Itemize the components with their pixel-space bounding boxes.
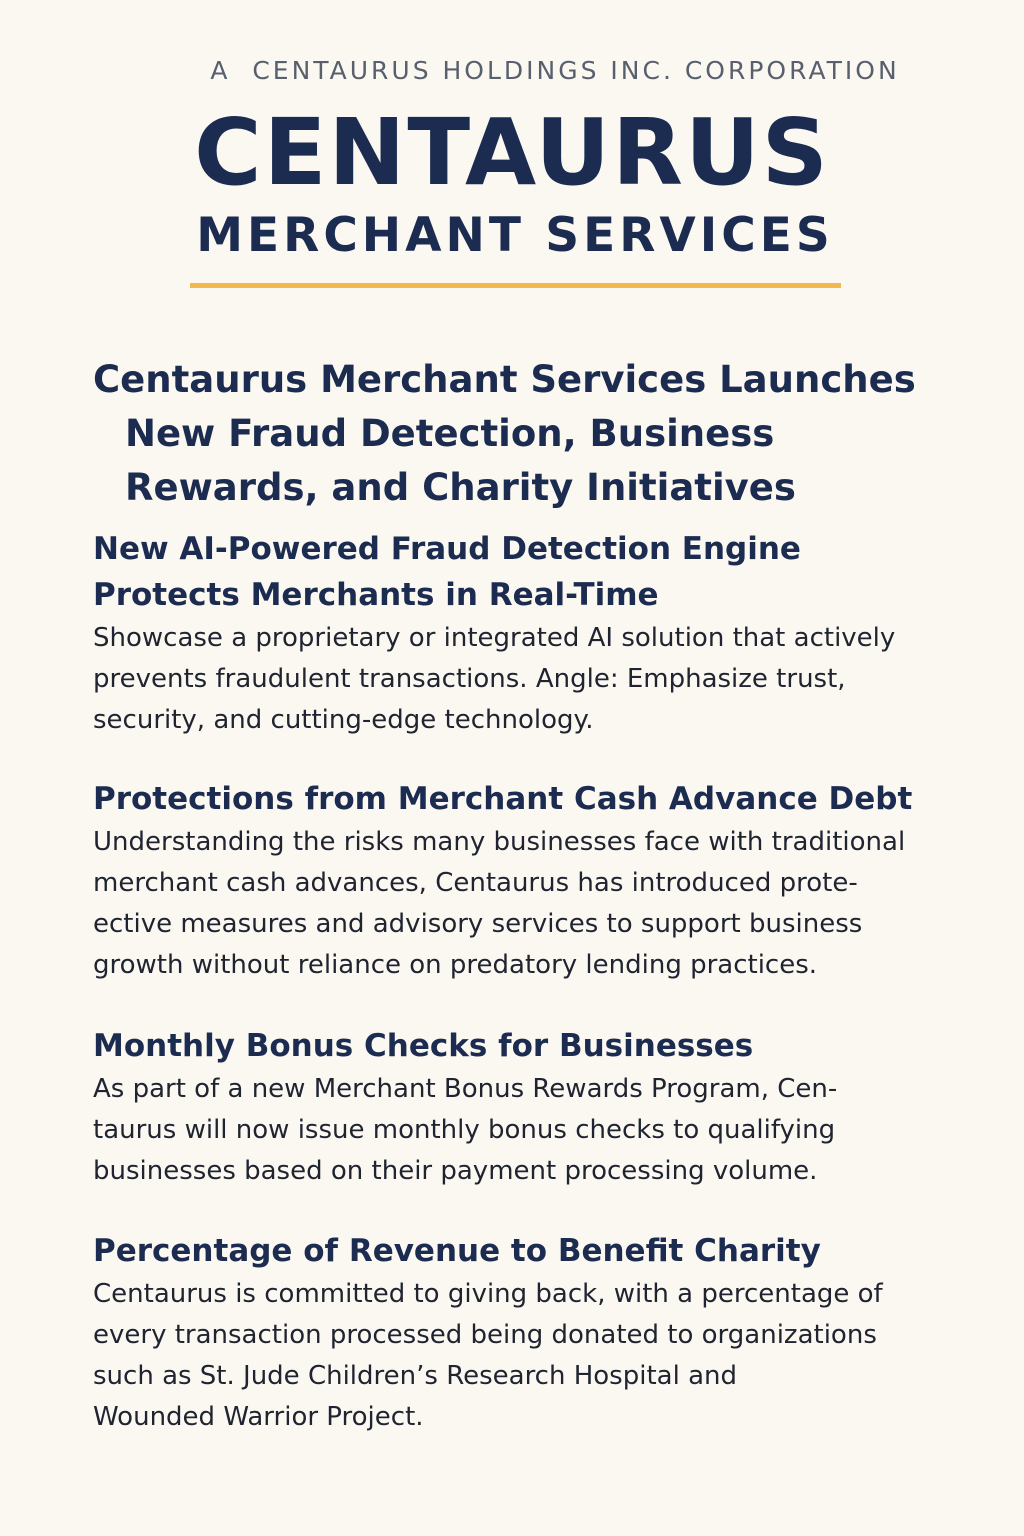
headline-line: Rewards, and Charity Initiatives	[125, 465, 796, 509]
press-release-headline	[93, 353, 973, 515]
section-title-line: Percentage of Revenue to Benefit Charity	[93, 1233, 821, 1269]
headline-line: New Fraud Detection, Business	[125, 411, 775, 455]
section-title	[93, 1023, 973, 1069]
section-bonus-checks	[93, 1023, 973, 1192]
section-body-line: Centaurus is committed to giving back, with a percentage of	[93, 1279, 883, 1309]
section-body-line: Wounded Warrior Project.	[93, 1402, 424, 1432]
section-body-line: growth without reliance on predatory lending practices.	[93, 950, 818, 980]
section-title	[93, 776, 973, 822]
section-body	[93, 1274, 973, 1438]
section-body	[93, 822, 973, 986]
section-body-line: merchant cash advances, Centaurus has introduced prote-	[93, 868, 858, 898]
headline-line: Centaurus Merchant Services Launches	[93, 357, 916, 401]
brand-subtitle: MERCHANT SERVICES	[196, 208, 834, 263]
section-charity	[93, 1228, 973, 1438]
corporate-tagline: A CENTAURUS HOLDINGS INC. CORPORATION	[210, 56, 900, 85]
section-cash-advance-protections	[93, 776, 973, 986]
section-title	[93, 1228, 973, 1274]
brand-title: CENTAURUS	[194, 99, 830, 206]
section-body	[93, 618, 973, 741]
section-title-line: Protections from Merchant Cash Advance Debt	[93, 781, 913, 817]
section-title	[93, 526, 973, 618]
section-body-line: taurus will now issue monthly bonus checks to qualifying	[93, 1115, 836, 1145]
section-body-line: security, and cutting-edge technology.	[93, 705, 594, 735]
section-title-line: Monthly Bonus Checks for Businesses	[93, 1028, 754, 1064]
section-body-line: Showcase a proprietary or integrated AI solution that actively	[93, 623, 896, 653]
section-body-line: businesses based on their payment processing volume.	[93, 1156, 818, 1186]
accent-divider	[190, 283, 841, 288]
section-title-line: Protects Merchants in Real-Time	[93, 577, 659, 613]
section-body-line: prevents fraudulent transactions. Angle: Emphasize trust,	[93, 664, 846, 694]
section-fraud-detection	[93, 526, 973, 741]
section-body-line: such as St. Jude Children’s Research Hospital and	[93, 1361, 737, 1391]
section-body-line: ective measures and advisory services to support business	[93, 909, 863, 939]
section-body	[93, 1069, 973, 1192]
section-body-line: Understanding the risks many businesses face with traditional	[93, 827, 906, 857]
section-title-line: New AI-Powered Fraud Detection Engine	[93, 531, 801, 567]
section-body-line: every transaction processed being donated to organizations	[93, 1320, 877, 1350]
section-body-line: As part of a new Merchant Bonus Rewards Program, Cen-	[93, 1074, 838, 1104]
